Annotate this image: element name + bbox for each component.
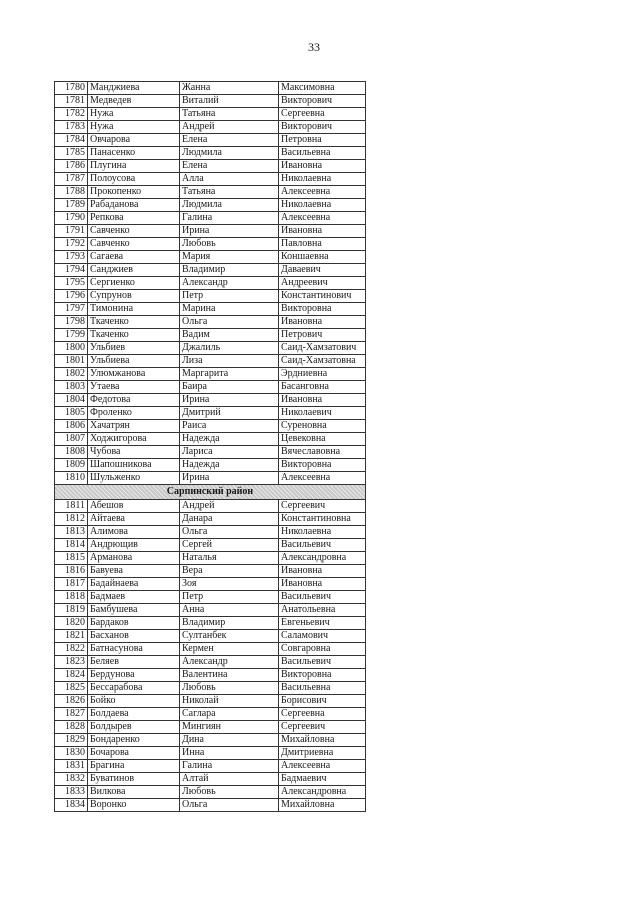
first-name: Александр [180,277,279,290]
row-number: 1815 [55,552,88,565]
first-name: Вадим [180,329,279,342]
table-row [55,407,366,420]
row-number: 1784 [55,134,88,147]
last-name: Бондаренко [88,734,180,747]
first-name: Султанбек [180,630,279,643]
row-number: 1792 [55,238,88,251]
patronymic: Алексеевна [279,472,366,485]
last-name: Басханов [88,630,180,643]
row-number: 1783 [55,121,88,134]
table-row [55,799,366,812]
last-name: Тимонина [88,303,180,316]
row-number: 1805 [55,407,88,420]
last-name: Буватинов [88,773,180,786]
first-name: Мингиян [180,721,279,734]
last-name: Супрунов [88,290,180,303]
patronymic: Максимовна [279,82,366,95]
last-name: Ткаченко [88,329,180,342]
patronymic: Васильевич [279,656,366,669]
first-name: Раиса [180,420,279,433]
row-number: 1821 [55,630,88,643]
patronymic: Ивановна [279,394,366,407]
patronymic: Васильевна [279,147,366,160]
table-row [55,617,366,630]
patronymic: Ивановна [279,225,366,238]
first-name: Ольга [180,526,279,539]
patronymic: Саид-Хамзатович [279,342,366,355]
first-name: Татьяна [180,108,279,121]
row-number: 1818 [55,591,88,604]
patronymic: Борисович [279,695,366,708]
first-name: Надежда [180,459,279,472]
table-row [55,695,366,708]
table-row [55,773,366,786]
first-name: Любовь [180,238,279,251]
first-name: Владимир [180,264,279,277]
first-name: Баира [180,381,279,394]
last-name: Сагаева [88,251,180,264]
row-number: 1816 [55,565,88,578]
last-name: Андрющив [88,539,180,552]
patronymic: Викторовна [279,669,366,682]
table-row [55,526,366,539]
last-name: Рабаданова [88,199,180,212]
table-row [55,238,366,251]
patronymic: Николаевич [279,407,366,420]
table-row [55,173,366,186]
patronymic: Алексеевна [279,212,366,225]
first-name: Алтай [180,773,279,786]
patronymic: Дмитриевна [279,747,366,760]
row-number: 1820 [55,617,88,630]
last-name: Абешов [88,500,180,513]
table-row [55,565,366,578]
patronymic: Ивановна [279,316,366,329]
first-name: Андрей [180,121,279,134]
last-name: Медведев [88,95,180,108]
first-name: Петр [180,290,279,303]
patronymic: Сергеевна [279,108,366,121]
row-number: 1826 [55,695,88,708]
row-number: 1788 [55,186,88,199]
last-name: Бойко [88,695,180,708]
last-name: Бавуева [88,565,180,578]
last-name: Ульбиев [88,342,180,355]
last-name: Полоусова [88,173,180,186]
row-number: 1795 [55,277,88,290]
first-name: Надежда [180,433,279,446]
last-name: Плугина [88,160,180,173]
first-name: Алла [180,173,279,186]
row-number: 1807 [55,433,88,446]
first-name: Александр [180,656,279,669]
table-row [55,446,366,459]
row-number: 1824 [55,669,88,682]
row-number: 1806 [55,420,88,433]
table-row [55,747,366,760]
first-name: Елена [180,134,279,147]
last-name: Алимова [88,526,180,539]
row-number: 1803 [55,381,88,394]
patronymic: Васильевна [279,682,366,695]
patronymic: Петровна [279,134,366,147]
row-number: 1808 [55,446,88,459]
first-name: Джалиль [180,342,279,355]
patronymic: Ивановна [279,578,366,591]
last-name: Савченко [88,225,180,238]
last-name: Чубова [88,446,180,459]
table-row [55,82,366,95]
table-row [55,95,366,108]
patronymic: Ивановна [279,160,366,173]
last-name: Нужа [88,108,180,121]
first-name: Людмила [180,199,279,212]
table-row [55,656,366,669]
patronymic: Николаевна [279,199,366,212]
patronymic: Бадмаевич [279,773,366,786]
table-row [55,786,366,799]
patronymic: Анатольевна [279,604,366,617]
last-name: Ходжигорова [88,433,180,446]
patronymic: Андреевич [279,277,366,290]
table-row [55,186,366,199]
last-name: Болдырев [88,721,180,734]
patronymic: Викторовна [279,303,366,316]
row-number: 1794 [55,264,88,277]
first-name: Саглара [180,708,279,721]
last-name: Бардаков [88,617,180,630]
row-number: 1781 [55,95,88,108]
last-name: Овчарова [88,134,180,147]
first-name: Ольга [180,316,279,329]
patronymic: Константиновна [279,513,366,526]
row-number: 1812 [55,513,88,526]
last-name: Сергиенко [88,277,180,290]
rows-top [55,82,366,485]
last-name: Репкова [88,212,180,225]
patronymic: Михайловна [279,799,366,812]
patronymic: Алексеевна [279,760,366,773]
last-name: Нужа [88,121,180,134]
row-number: 1790 [55,212,88,225]
table-row [55,433,366,446]
first-name: Николай [180,695,279,708]
patronymic: Павловна [279,238,366,251]
table-row [55,682,366,695]
patronymic: Басанговна [279,381,366,394]
last-name: Брагина [88,760,180,773]
patronymic: Васильевич [279,591,366,604]
table-row [55,225,366,238]
first-name: Наталья [180,552,279,565]
patronymic: Александровна [279,786,366,799]
last-name: Болдаева [88,708,180,721]
patronymic: Николаевна [279,173,366,186]
table-row [55,472,366,485]
patronymic: Суреновна [279,420,366,433]
first-name: Любовь [180,786,279,799]
last-name: Панасенко [88,147,180,160]
row-number: 1793 [55,251,88,264]
table-row [55,734,366,747]
row-number: 1829 [55,734,88,747]
patronymic: Александровна [279,552,366,565]
patronymic: Викторовна [279,459,366,472]
patronymic: Николаевна [279,526,366,539]
table-row [55,316,366,329]
table-row [55,420,366,433]
table-row [55,381,366,394]
table-row [55,342,366,355]
last-name: Ульбиева [88,355,180,368]
patronymic: Цевековна [279,433,366,446]
row-number: 1830 [55,747,88,760]
row-number: 1787 [55,173,88,186]
page-number: 33 [308,40,320,54]
roster-table [54,81,366,812]
row-number: 1832 [55,773,88,786]
table-row [55,630,366,643]
first-name: Андрей [180,500,279,513]
first-name: Петр [180,591,279,604]
table-row [55,147,366,160]
table-row [55,708,366,721]
table-row [55,277,366,290]
row-number: 1782 [55,108,88,121]
last-name: Фроленко [88,407,180,420]
table-row [55,591,366,604]
last-name: Айтаева [88,513,180,526]
table-row [55,760,366,773]
table-row [55,264,366,277]
first-name: Ольга [180,799,279,812]
last-name: Бадмаев [88,591,180,604]
row-number: 1823 [55,656,88,669]
first-name: Любовь [180,682,279,695]
first-name: Зоя [180,578,279,591]
table-row [55,552,366,565]
patronymic: Петрович [279,329,366,342]
last-name: Бессарабова [88,682,180,695]
section-title: Сарпинский район [55,485,366,500]
last-name: Шапошникова [88,459,180,472]
table-row [55,500,366,513]
patronymic: Совгаровна [279,643,366,656]
first-name: Кермен [180,643,279,656]
patronymic: Михайловна [279,734,366,747]
first-name: Мария [180,251,279,264]
table-row [55,199,366,212]
first-name: Маргарита [180,368,279,381]
table-row [55,513,366,526]
table-row [55,578,366,591]
row-number: 1797 [55,303,88,316]
last-name: Утаева [88,381,180,394]
row-number: 1804 [55,394,88,407]
first-name: Галина [180,212,279,225]
first-name: Виталий [180,95,279,108]
first-name: Инна [180,747,279,760]
patronymic: Константинович [279,290,366,303]
row-number: 1791 [55,225,88,238]
first-name: Дина [180,734,279,747]
table-row [55,459,366,472]
patronymic: Викторович [279,121,366,134]
patronymic: Сергеевна [279,708,366,721]
table-row [55,212,366,225]
first-name: Данара [180,513,279,526]
last-name: Бадайнаева [88,578,180,591]
table-row [55,329,366,342]
table-row [55,368,366,381]
patronymic: Даваевич [279,264,366,277]
last-name: Хачатрян [88,420,180,433]
last-name: Воронко [88,799,180,812]
last-name: Бочарова [88,747,180,760]
row-number: 1798 [55,316,88,329]
first-name: Лиза [180,355,279,368]
last-name: Бердунова [88,669,180,682]
patronymic: Евгеньевич [279,617,366,630]
row-number: 1800 [55,342,88,355]
last-name: Манджиева [88,82,180,95]
last-name: Санджиев [88,264,180,277]
row-number: 1789 [55,199,88,212]
last-name: Ткаченко [88,316,180,329]
row-number: 1796 [55,290,88,303]
patronymic: Васильевич [279,539,366,552]
table-row [55,303,366,316]
patronymic: Сергеевич [279,721,366,734]
first-name: Людмила [180,147,279,160]
first-name: Сергей [180,539,279,552]
last-name: Бамбушева [88,604,180,617]
row-number: 1811 [55,500,88,513]
last-name: Федотова [88,394,180,407]
first-name: Ирина [180,225,279,238]
first-name: Елена [180,160,279,173]
last-name: Улюмжанова [88,368,180,381]
row-number: 1780 [55,82,88,95]
first-name: Дмитрий [180,407,279,420]
last-name: Беляев [88,656,180,669]
row-number: 1809 [55,459,88,472]
first-name: Лариса [180,446,279,459]
row-number: 1801 [55,355,88,368]
first-name: Галина [180,760,279,773]
patronymic: Эрдниевна [279,368,366,381]
rows-bottom [55,500,366,812]
last-name: Шульженко [88,472,180,485]
patronymic: Викторович [279,95,366,108]
row-number: 1813 [55,526,88,539]
patronymic: Ивановна [279,565,366,578]
row-number: 1819 [55,604,88,617]
row-number: 1799 [55,329,88,342]
row-number: 1785 [55,147,88,160]
first-name: Жанна [180,82,279,95]
table-row [55,251,366,264]
table-row [55,539,366,552]
row-number: 1822 [55,643,88,656]
table-row [55,721,366,734]
first-name: Марина [180,303,279,316]
section-row [55,485,366,500]
table-row [55,604,366,617]
table-row [55,108,366,121]
patronymic: Сергеевич [279,500,366,513]
table-row [55,669,366,682]
table-row [55,290,366,303]
first-name: Татьяна [180,186,279,199]
patronymic: Коншаевна [279,251,366,264]
table-row [55,643,366,656]
first-name: Владимир [180,617,279,630]
last-name: Арманова [88,552,180,565]
row-number: 1810 [55,472,88,485]
row-number: 1802 [55,368,88,381]
patronymic: Вячеславовна [279,446,366,459]
patronymic: Саламович [279,630,366,643]
last-name: Савченко [88,238,180,251]
row-number: 1825 [55,682,88,695]
first-name: Ирина [180,394,279,407]
last-name: Вилкова [88,786,180,799]
table-row [55,134,366,147]
patronymic: Алексеевна [279,186,366,199]
row-number: 1833 [55,786,88,799]
row-number: 1827 [55,708,88,721]
first-name: Вера [180,565,279,578]
row-number: 1814 [55,539,88,552]
table-row [55,394,366,407]
table-row [55,355,366,368]
table-row [55,160,366,173]
row-number: 1817 [55,578,88,591]
row-number: 1786 [55,160,88,173]
last-name: Прокопенко [88,186,180,199]
last-name: Батнасунова [88,643,180,656]
row-number: 1828 [55,721,88,734]
patronymic: Саид-Хамзатовна [279,355,366,368]
row-number: 1831 [55,760,88,773]
table-row [55,121,366,134]
first-name: Анна [180,604,279,617]
first-name: Валентина [180,669,279,682]
first-name: Ирина [180,472,279,485]
row-number: 1834 [55,799,88,812]
